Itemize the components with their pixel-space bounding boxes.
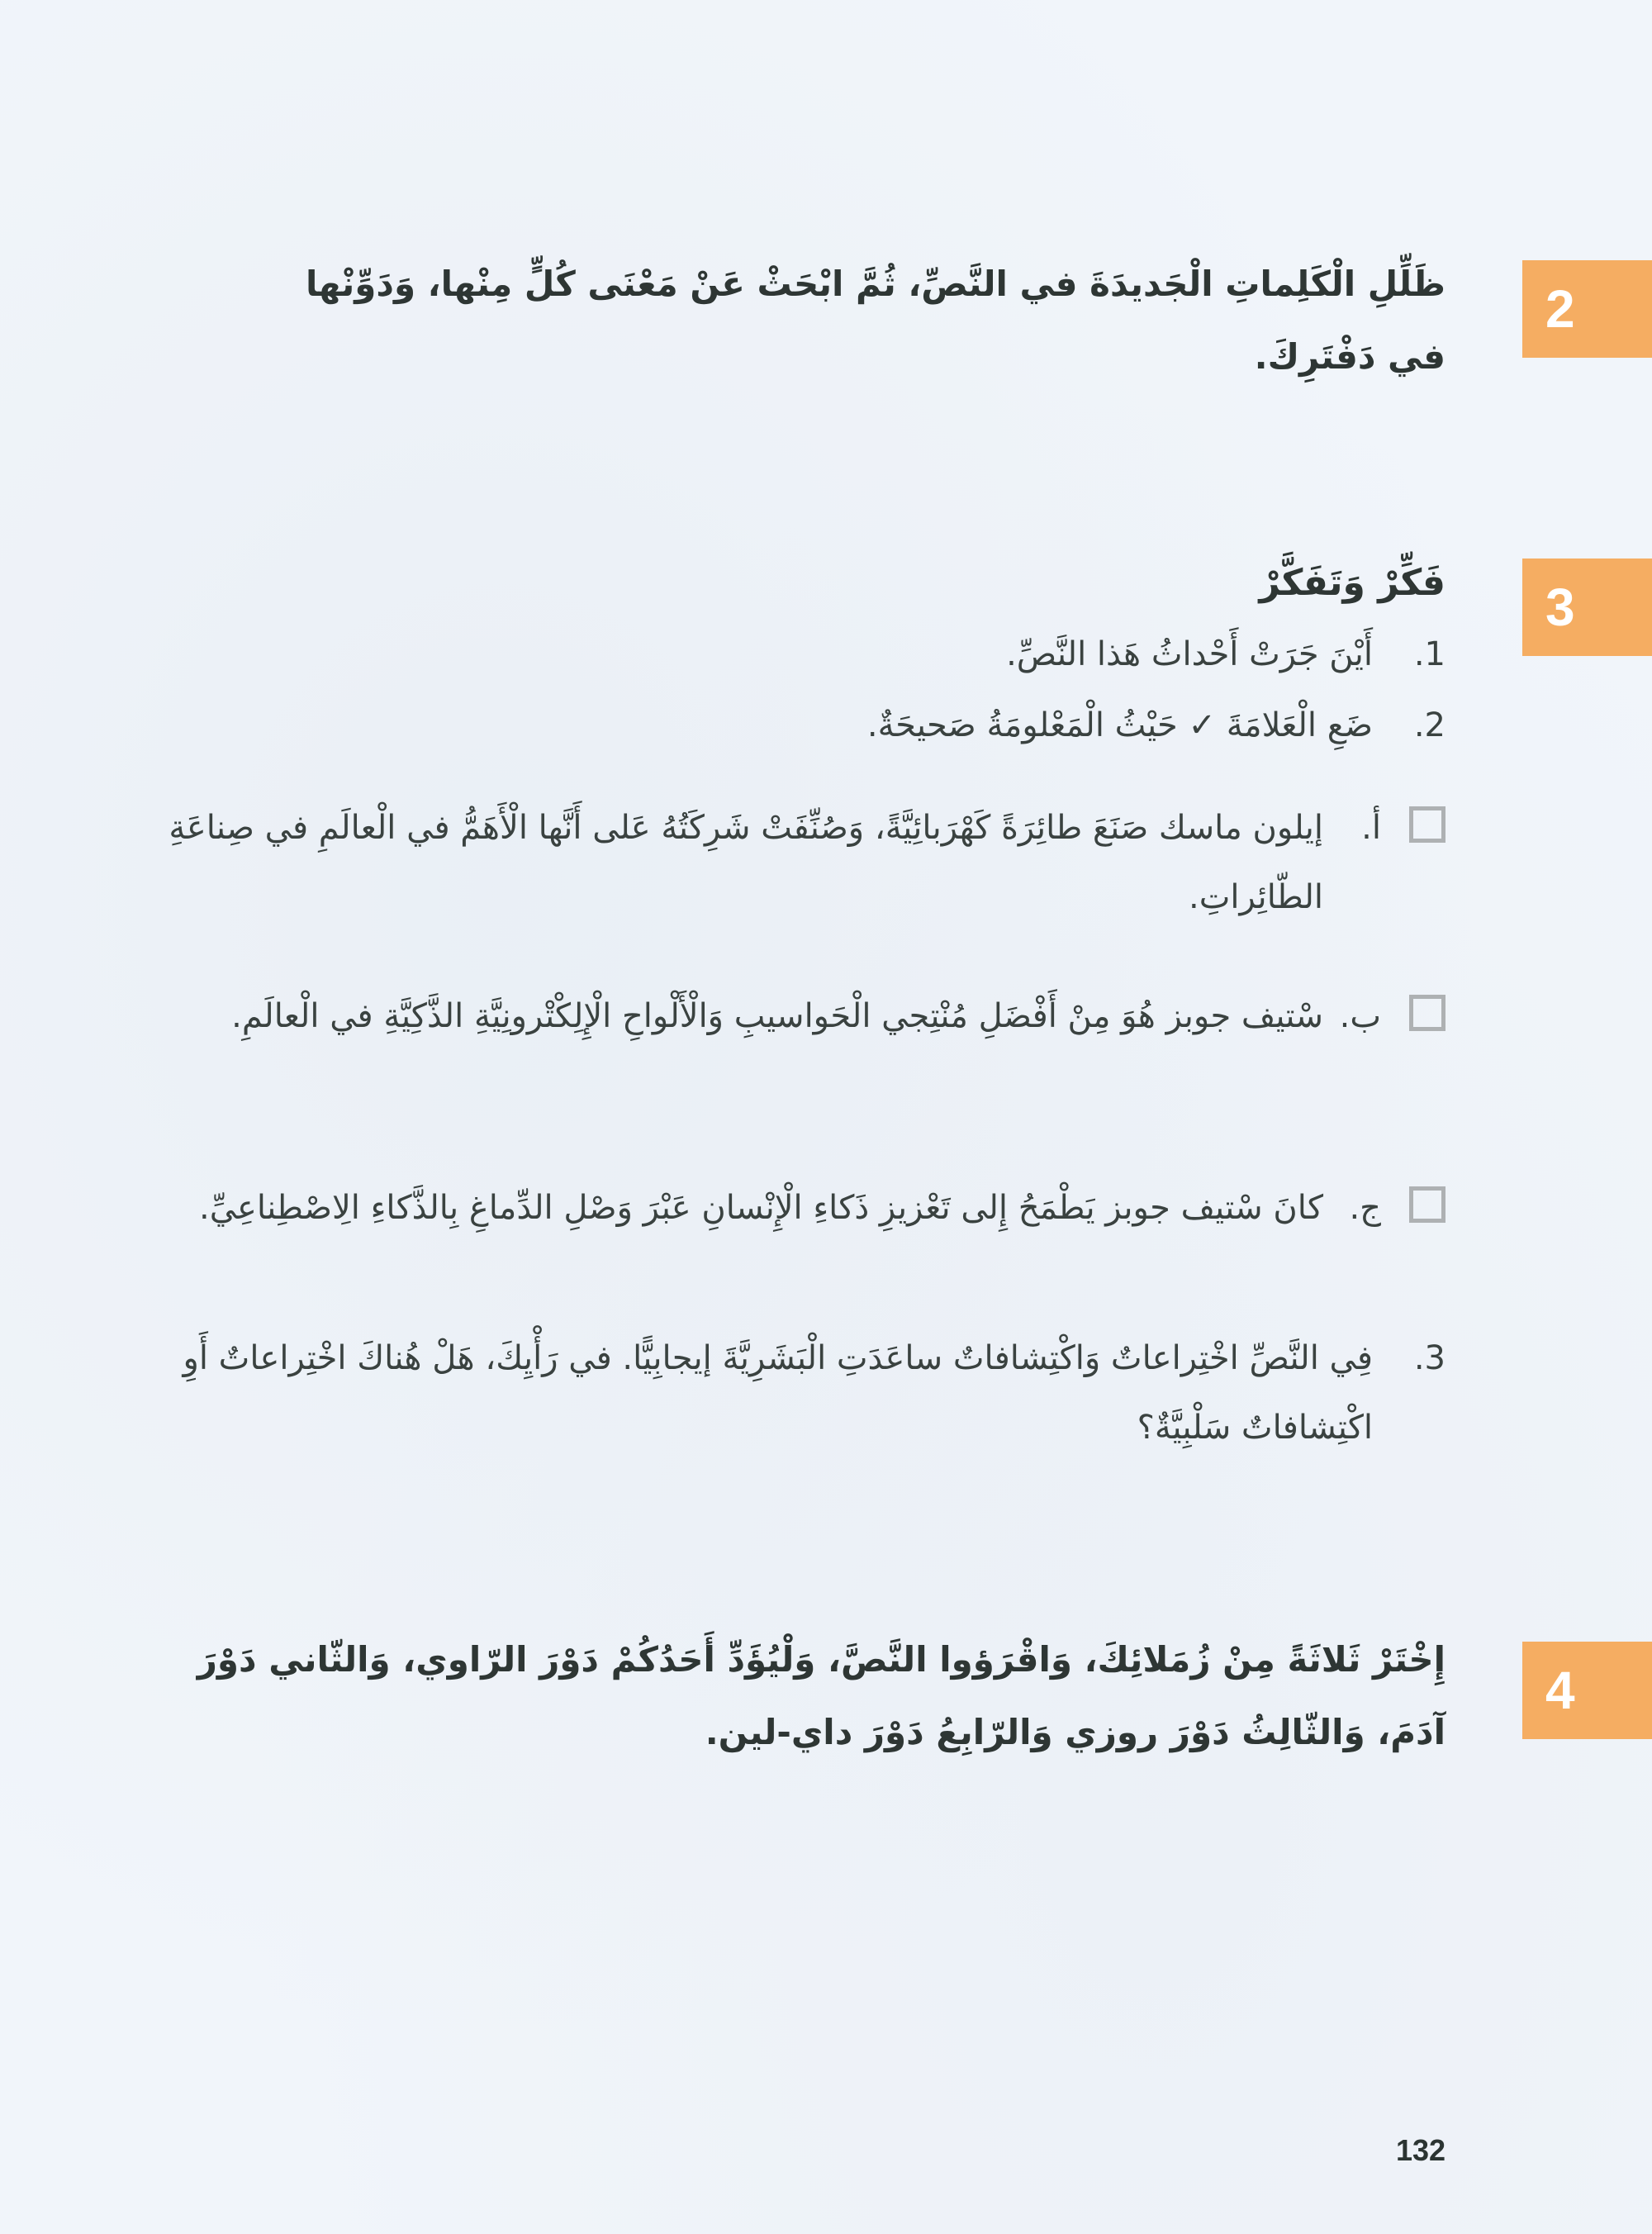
question-2-number: 2. bbox=[1413, 706, 1446, 744]
exercise-3-number: 3 bbox=[1545, 578, 1575, 637]
exercise-4-instruction: إِخْتَرْ ثَلاثَةً مِنْ زُمَلائِكَ، وَاقْرَؤوا النَّصَّ، وَلْيُؤَدِّ أَحَدُكُمْ دَوْرَ الرّاوي، وَالثّاني دَوْرَ آدَمَ، وَالثّالِثُ دَوْرَ روزي وَالرّابِعُ دَوْرَ داي-لين. bbox=[197, 1639, 1446, 1752]
exercise-2-number: 2 bbox=[1545, 279, 1575, 339]
option-c-checkbox[interactable] bbox=[1409, 1186, 1446, 1223]
option-a-text: إيلون ماسك صَنَعَ طائِرَةً كَهْرَبائِيَّةً، وَصُنِّفَتْ شَرِكَتُهُ عَلى أَنَّها الْأَهَمُّ في الْعالَمِ في صِناعَةِ الطّائِراتِ. bbox=[169, 809, 1323, 916]
question-1-number: 1. bbox=[1413, 635, 1446, 673]
exercise-2-tab bbox=[1522, 260, 1652, 358]
option-b-checkbox[interactable] bbox=[1409, 995, 1446, 1031]
option-a-letter: أ. bbox=[1361, 809, 1381, 847]
exercise-4-tab bbox=[1522, 1642, 1652, 1739]
option-c bbox=[107, 1173, 1446, 1243]
question-3 bbox=[124, 1324, 1446, 1462]
question-1-text: أَيْنَ جَرَتْ أَحْداثُ هَذا النَّصِّ. bbox=[1006, 635, 1373, 673]
question-3-number: 3. bbox=[1413, 1339, 1446, 1377]
question-2-text: ضَعِ الْعَلامَةَ ✓ حَيْثُ الْمَعْلومَةُ صَحيحَةٌ. bbox=[866, 706, 1373, 744]
exercise-2-instruction: ظَلِّلِ الْكَلِماتِ الْجَديدَةَ في النَّصِّ، ثُمَّ ابْحَثْ عَنْ مَعْنَى كُلٍّ مِنْها، وَدَوِّنْها في دَفْتَرِكَ. bbox=[306, 264, 1446, 377]
option-c-letter: ج. bbox=[1349, 1189, 1381, 1227]
question-1 bbox=[206, 620, 1446, 689]
question-2 bbox=[206, 691, 1446, 760]
option-b bbox=[107, 982, 1446, 1051]
option-a-checkbox[interactable] bbox=[1409, 806, 1446, 843]
exercise-4-number: 4 bbox=[1545, 1661, 1575, 1720]
exercise-3-tab bbox=[1522, 558, 1652, 656]
option-b-text: سْتيف جوبز هُوَ مِنْ أَفْضَلِ مُنْتِجي الْحَواسيبِ وَالْأَلْواحِ الْإِلِكْتْرونِيَّةِ الذَّكِيَّةِ في الْعالَمِ. bbox=[231, 997, 1323, 1035]
question-3-text: فِي النَّصِّ اخْتِراعاتٌ وَاكْتِشافاتٌ ساعَدَتِ الْبَشَرِيَّةَ إيجابِيًّا. في رَأْيِكَ، هَلْ هُناكَ اخْتِراعاتٌ أَوِ اكْتِشافاتٌ سَلْبِيَّةٌ؟ bbox=[183, 1339, 1373, 1447]
option-b-letter: ب. bbox=[1339, 997, 1381, 1035]
option-c-text: كانَ سْتيف جوبز يَطْمَحُ إِلى تَعْزيزِ ذَكاءِ الْإِنْسانِ عَبْرَ وَصْلِ الدِّماغِ بِالذَّكاءِ الِاصْطِناعِيِّ. bbox=[198, 1189, 1323, 1227]
page-number: 132 bbox=[1396, 2133, 1446, 2167]
exercise-3-title: فَكِّرْ وَتَفَكَّرْ bbox=[1259, 562, 1446, 604]
option-a bbox=[107, 793, 1446, 932]
